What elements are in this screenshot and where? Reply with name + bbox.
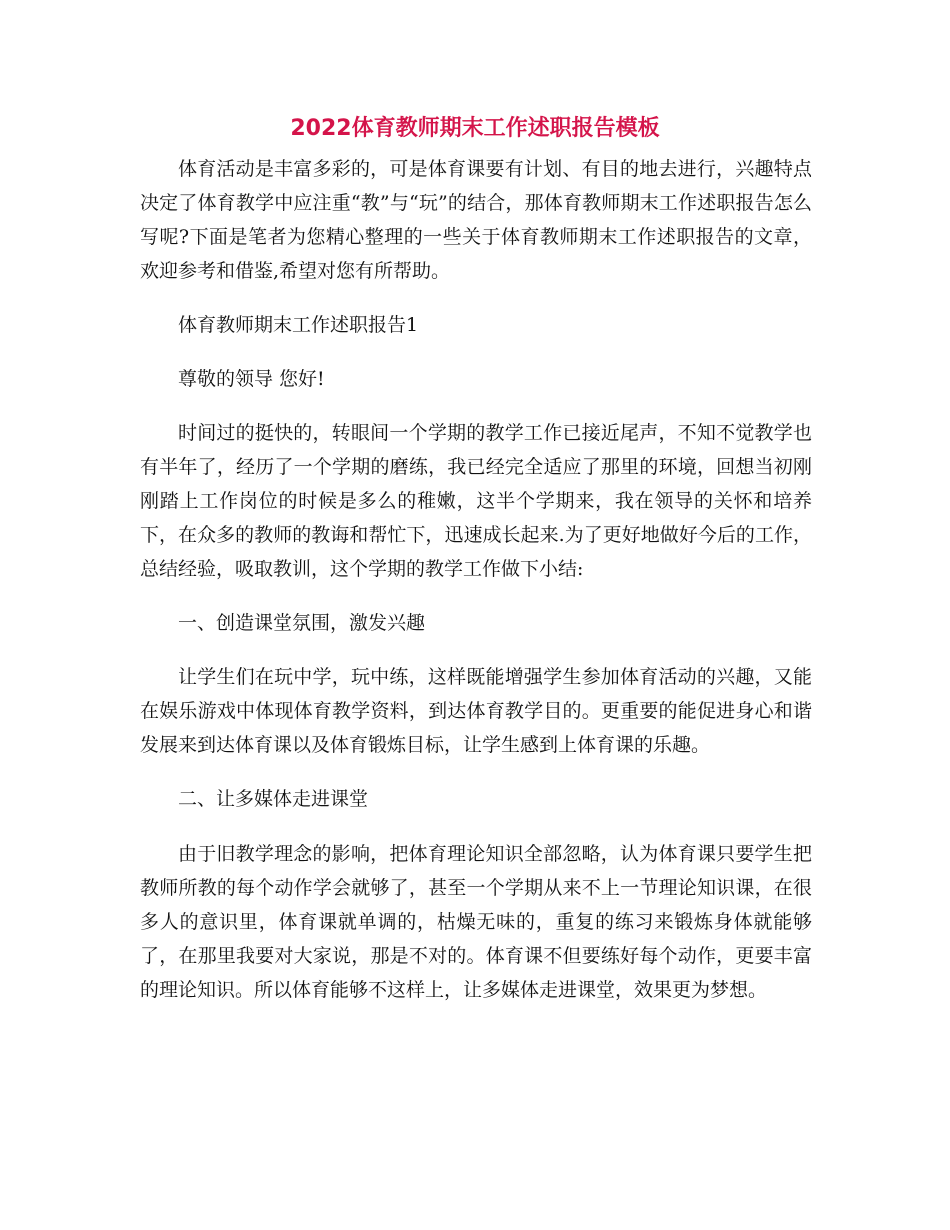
section-paragraph-1: 让学生们在玩中学，玩中练，这样既能增强学生参加体育活动的兴趣，又能在娱乐游戏中体现体育教学资料，到达体育教学目的。更重要的能促进身心和谐发展来到达体育课以及体育锻炼目标，让学生感到上体育课的乐趣。 [140,666,812,756]
section-heading-2: 二、让多媒体走进课堂 [178,788,369,810]
document-title: 2022体育教师期末工作述职报告模板 [290,116,660,141]
section-paragraph-2: 由于旧教学理念的影响，把体育理论知识全部忽略，认为体育课只要学生把教师所教的每个动作学会就够了，甚至一个学期从来不上一节理论知识课，在很多人的意识里，体育课就单调的，枯燥无味的，重复的练习来锻炼身体就能够了，在那里我要对大家说，那是不对的。体育课不但要练好每个动作，更要丰富的理论知识。所以体育能够不这样上，让多媒体走进课堂，效果更为梦想。 [140,843,812,1001]
document-body [140,152,812,1007]
intro-paragraph: 体育活动是丰富多彩的，可是体育课要有计划、有目的地去进行，兴趣特点决定了体育教学中应注重“教”与“玩”的结合，那体育教师期末工作述职报告怎么写呢?下面是笔者为您精心整理的一些关于体育教师期末工作述职报告的文章，欢迎参考和借鉴,希望对您有所帮助。 [140,158,812,282]
salutation: 尊敬的领导 您好! [178,368,325,390]
section-heading-1: 一、创造课堂氛围，激发兴趣 [178,612,426,634]
summary-paragraph: 时间过的挺快的，转眼间一个学期的教学工作已接近尾声，不知不觉教学也有半年了，经历了一个学期的磨练，我已经完全适应了那里的环境，回想当初刚刚踏上工作岗位的时候是多么的稚嫩，这半个学期来，我在领导的关怀和培养下，在众多的教师的教诲和帮忙下，迅速成长起来.为了更好地做好今后的工作，总结经验，吸取教训，这个学期的教学工作做下小结: [140,422,812,580]
report-heading: 体育教师期末工作述职报告1 [178,314,419,336]
